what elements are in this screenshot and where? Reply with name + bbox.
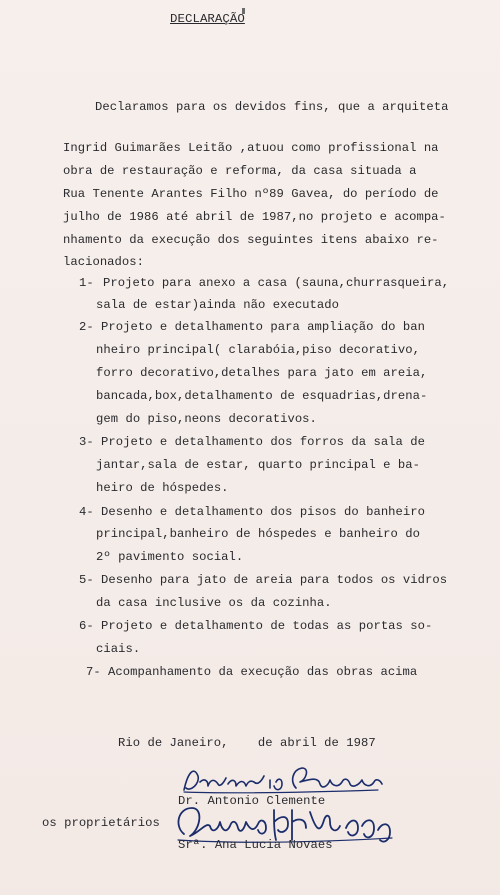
signers-label: os proprietários xyxy=(42,816,160,830)
item-line: Desenho e detalhamento dos pisos do banheiro xyxy=(101,505,426,519)
item-line: Acompanhamento da execução das obras acima xyxy=(108,665,418,679)
body-line-7: lacionados: xyxy=(63,255,145,269)
item-line: gem do piso,neons decorativos. xyxy=(96,412,317,426)
item-number: 2- xyxy=(79,320,94,334)
body-line-5: julho de 1986 até abril de 1987,no projeto e acompa- xyxy=(63,210,446,224)
item-number: 5- xyxy=(79,573,94,587)
item-line: Desenho para jato de areia para todos os vidros xyxy=(101,573,448,587)
item-line: bancada,box,detalhamento de esquadrias,drena- xyxy=(96,389,428,403)
body-line-2: Ingrid Guimarães Leitão ,atuou como profissional na xyxy=(63,141,439,155)
item-line: Projeto e detalhamento de todas as portas so- xyxy=(101,619,433,633)
item-line: Projeto e detalhamento para ampliação do ban xyxy=(101,320,426,334)
item-line: jantar,sala de estar, quarto principal e ba- xyxy=(96,458,421,472)
item-number: 1- xyxy=(79,276,94,290)
item-number: 3- xyxy=(79,435,94,449)
item-line: 2º pavimento social. xyxy=(96,550,244,564)
body-line-4: Rua Tenente Arantes Filho nº89 Gavea, do período de xyxy=(63,187,439,201)
item-line: da casa inclusive os da cozinha. xyxy=(96,596,332,610)
item-line: heiro de hóspedes. xyxy=(96,481,229,495)
body-line-3: obra de restauração e reforma, da casa situada a xyxy=(63,164,417,178)
body-line-6: nhamento da execução dos seguintes itens abaixo re- xyxy=(63,233,439,247)
item-line: ciais. xyxy=(96,642,141,656)
item-line: principal,banheiro de hóspedes e banheiro do xyxy=(96,527,421,541)
place-date: Rio de Janeiro, de abril de 1987 xyxy=(118,736,376,750)
item-line: forro decorativo,detalhes para jato em areia, xyxy=(96,366,428,380)
document-title: DECLARAÇÃO xyxy=(170,12,245,26)
signer-name-1: Dr. Antonio Clemente xyxy=(178,794,326,808)
item-line: Projeto para anexo a casa (sauna,churrasqueira, xyxy=(103,276,450,290)
item-number: 7- xyxy=(86,665,101,679)
item-number: 6- xyxy=(79,619,94,633)
item-line: sala de estar)ainda não executado xyxy=(96,298,340,312)
item-line: Projeto e detalhamento dos forros da sala de xyxy=(101,435,426,449)
body-line-1: Declaramos para os devidos fins, que a arquiteta xyxy=(95,100,449,114)
signer-name-2: Srª. Ana Lucia Novaes xyxy=(178,838,333,852)
item-number: 4- xyxy=(79,505,94,519)
item-line: nheiro principal( clarabóia,piso decorativo, xyxy=(96,343,421,357)
